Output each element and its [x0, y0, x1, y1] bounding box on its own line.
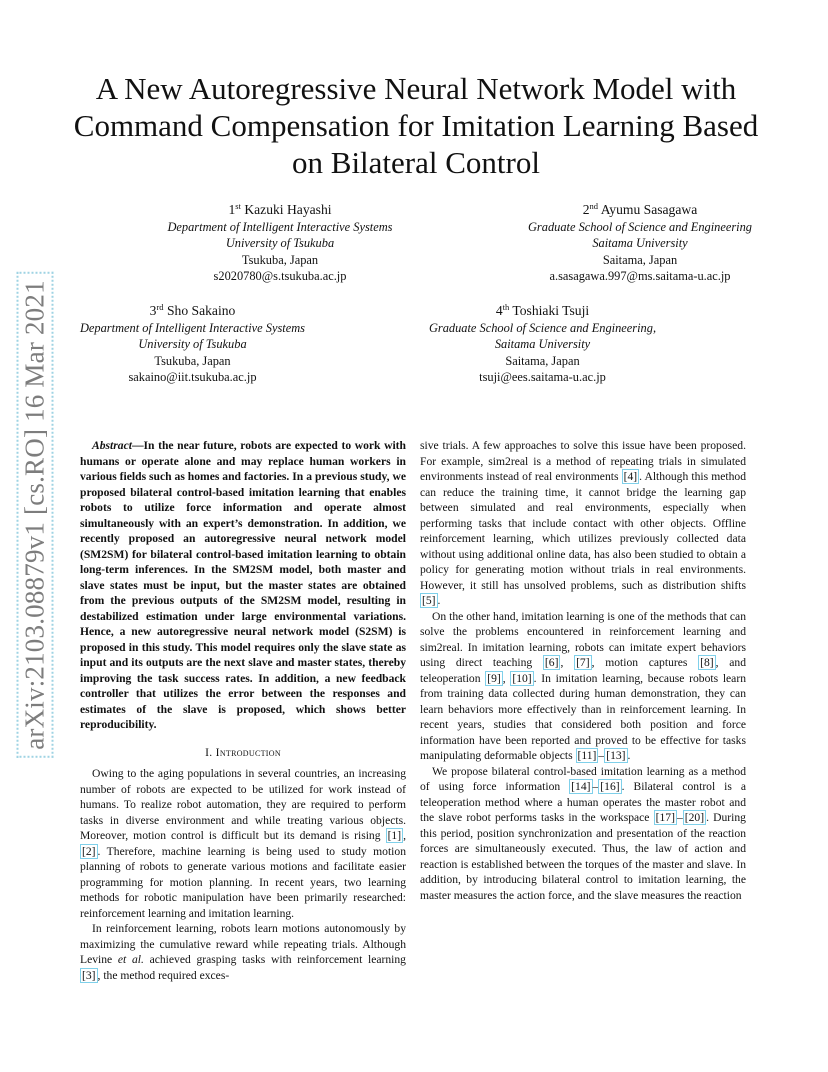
paper-title: A New Autoregressive Neural Network Model with Command Compensation for Imitation Learning Based on Bilateral Control [73, 71, 759, 180]
author-name: 4th Toshiaki Tsuji [495, 302, 590, 318]
author-email[interactable]: sakaino@iit.tsukuba.ac.jp [128, 370, 257, 385]
paragraph: sive trials. A few approaches to solve this issue have been proposed. For example, sim2real is a method of repeating trials in simulated environments instead of real environments [4] . Although this method can reduce the training time, it cannot bridge the learning gap between simulated and real environments, especially when performing tasks that include contact with other objects. Offline reinforcement learning, which utilizes previously collected data without using additional online data, has also been studied to obtain a policy for generating motion without trials in real environments. However, it still has unsolved problems, such as distribution shifts [5] . [420, 439, 746, 607]
citation-link[interactable]: [7] [576, 656, 590, 669]
arxiv-sidebar [19, 255, 50, 775]
author-email[interactable]: s2020780@s.tsukuba.ac.jp [213, 269, 347, 284]
author-block-2 [490, 202, 790, 285]
abstract-text: —In the near future, robots are expected to work with humans or operate alone and may replace human workers in various fields such as homes and factories. In a previous study, we proposed bilateral control-based imitation learning that enables robots to utilize force information and operate almost simultaneously with an expert’s demonstration. In addition, we recently proposed an autoregressive neural network model (SM2SM) for bilateral control-based imitation learning to obtain long-term inferences. In the SM2SM model, both master and slave states must be input, but the master states are obtained from the previous outputs of the SM2SM model, resulting in destabilized estimation under large environmental variations. Hence, a new autoregressive neural network model (S2SM) is proposed in this study. This model requires only the slave state as input and its outputs are the next slave and master states, thereby improving the task success rates. In addition, a new feedback controller that utilizes the error between the responses and estimates of the slave is proposed, which shows better reproducibility. [80, 439, 406, 731]
citation-link[interactable]: [13] [606, 749, 626, 762]
citation-link[interactable]: [3] [82, 968, 96, 982]
author-email[interactable]: a.sasagawa.997@ms.saitama-u.ac.jp [549, 269, 731, 284]
author-city: Tsukuba, Japan [241, 252, 319, 267]
author-name: 2nd Ayumu Sasagawa [582, 201, 698, 217]
author-department: Department of Intelligent Interactive Systems [79, 320, 306, 335]
author-name: 3rd Sho Sakaino [149, 302, 236, 318]
paragraph: In reinforcement learning, robots learn motions autonomously by maximizing the cumulative reward while repeating trials. Although Levine et al. achieved grasping tasks with reinforcement learning [3] , the method required exces- [80, 922, 406, 982]
abstract [80, 438, 406, 733]
author-department: Graduate School of Science and Engineering [527, 219, 752, 234]
author-city: Tsukuba, Japan [154, 353, 231, 368]
author-university: University of Tsukuba [138, 337, 247, 352]
arxiv-identifier[interactable]: arXiv:2103.08879v1 [cs.RO] 16 Mar 2021 [17, 272, 54, 758]
citation-link[interactable]: [14] [571, 780, 591, 793]
citation-link[interactable]: [17] [655, 811, 675, 824]
author-city: Saitama, Japan [505, 353, 580, 368]
author-university: University of Tsukuba [225, 236, 335, 251]
author-department: Graduate School of Science and Engineering, [428, 320, 657, 335]
citation-link[interactable]: [20] [684, 811, 705, 824]
citation-link[interactable]: [10] [512, 671, 532, 685]
author-department: Department of Intelligent Interactive Systems [167, 219, 393, 234]
citation-link[interactable]: [6] [544, 656, 559, 669]
citation-link[interactable]: [1] [387, 829, 402, 842]
citation-link[interactable]: [2] [82, 844, 96, 858]
abstract-label: Abstract [92, 439, 132, 452]
author-block-3 [55, 303, 330, 386]
author-name: 1st Kazuki Hayashi [228, 201, 332, 217]
paragraph: On the other hand, imitation learning is one of the methods that can solve the problems encountered in reinforcement learning and sim2real. In imitation learning, robots can imitate expert behaviors using direct teaching [6] , [7] , motion captures [8] , and teleoperation [9] , [10] . In imitation learning, because robots learn from training data collected during human demonstration, they can learn behaviors more effectively than in reinforcement learning. In recent years, studies that considered both position and force information have been reported and proved to be effective for tasks manipulating deformable objects [11] – [13] . [420, 609, 746, 762]
citation-link[interactable]: [11] [577, 749, 597, 762]
author-block-1 [150, 202, 410, 285]
author-city: Saitama, Japan [602, 252, 678, 267]
left-column [80, 438, 406, 983]
author-university: Saitama University [592, 236, 688, 251]
section-heading: I. Introduction [205, 745, 281, 759]
paragraph: We propose bilateral control-based imitation learning as a method of using force information [14] – [16] . Bilateral control is a teleoperation method where a human operates the master robot and the slave robot performs tasks in the workspace [17] – [20] . During this period, position synchronization and presentation of the reaction forces are simultaneously executed. Thus, the law of action and reaction is established between the torques of the master and slave. In addition, by introducing bilateral control to imitation learning, the master measures the action force, and the slave measures the reaction [420, 764, 746, 902]
author-email[interactable]: tsuji@ees.saitama-u.ac.jp [479, 370, 606, 385]
citation-link[interactable]: [8] [700, 656, 714, 669]
right-column [420, 438, 746, 903]
paragraph: Owing to the aging populations in several countries, an increasing number of robots are expected to be utilized for work instead of humans. To realize robot automation, they are required to perform tasks in diverse environment and while treating various objects. Moreover, motion control is difficult but its demand is rising [1] , [2] . Therefore, machine learning is being used to study motion planning of robots to generate various motions and facilitate easier programming for motion planning. In recent years, two learning methods for robotic manipulation have been primarily researched: reinforcement learning and imitation learning. [80, 767, 406, 920]
citation-link[interactable]: [9] [487, 671, 501, 685]
citation-link[interactable]: [5] [422, 594, 436, 607]
citation-link[interactable]: [4] [623, 470, 638, 483]
citation-link[interactable]: [16] [600, 780, 620, 793]
author-block-4 [395, 303, 690, 386]
author-university: Saitama University [494, 337, 591, 352]
